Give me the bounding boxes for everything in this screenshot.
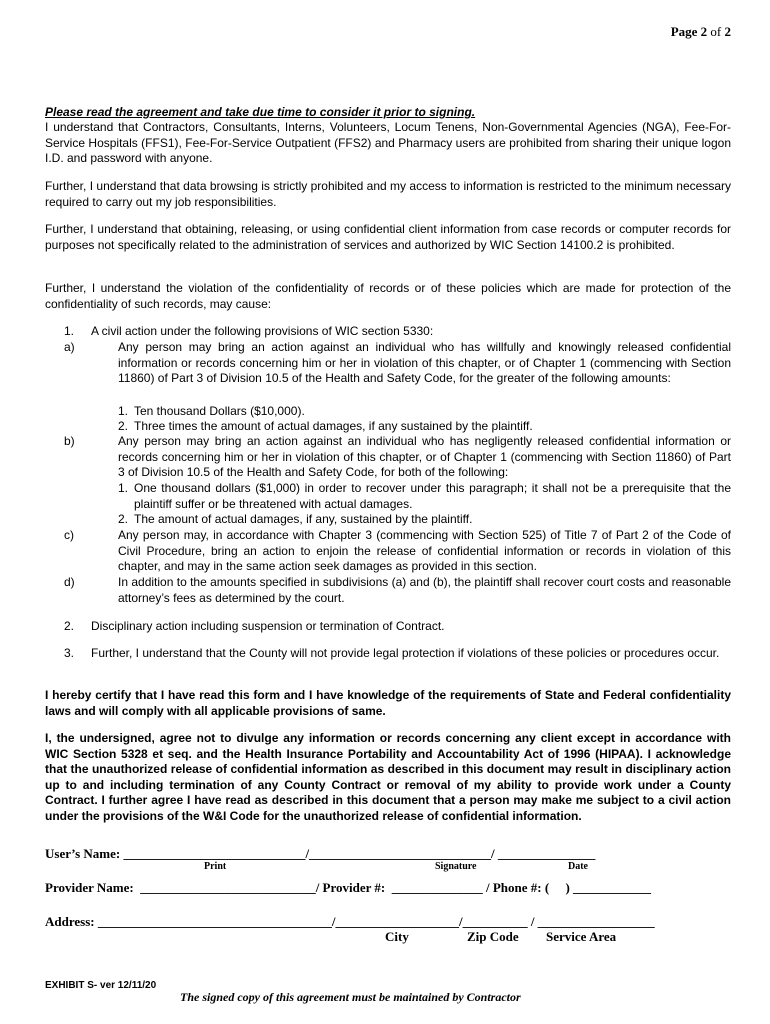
page-current: 2 bbox=[700, 24, 708, 39]
sub-item-text: Any person may bring an action against an individual who has negligently released confidential information or records concerning him or her in violation of this chapter, or of Chapter 1 (commencing with Section 11860) of Part 3 of Division 10.5 of the Health and Safety Code, for both of the following: bbox=[118, 434, 731, 479]
sub-sub-label: 1. bbox=[118, 481, 129, 495]
page-of: of bbox=[710, 24, 722, 39]
date-label: Date bbox=[568, 861, 588, 872]
list-item-number: 2. bbox=[64, 619, 75, 633]
page-prefix: Page bbox=[670, 24, 698, 39]
sub-item-text: Any person may, in accordance with Chapter 3 (commencing with Section 525) of Title 7 of Part 2 of the Code of Civil Procedure, bring an action to enjoin the release of confidential information or records in violation of this chapter, and may in the same action seek damages as provided in this section. bbox=[118, 528, 731, 573]
paragraph-records: Further, I understand that obtaining, releasing, or using confidential client information from case records or computer records for purposes not specifically related to the administration of services and authorized by WIC Section 14100.2 is prohibited. bbox=[45, 222, 731, 252]
certify-paragraph: I hereby certify that I have read this form and I have knowledge of the requirements of State and Federal confidentiality laws and will comply with all applicable provisions of same. bbox=[45, 688, 731, 718]
sub-item-label: d) bbox=[64, 575, 75, 589]
city-label: City bbox=[385, 929, 409, 944]
sub-sub-label: 2. bbox=[118, 419, 129, 433]
sub-sub-text: Ten thousand Dollars ($10,000). bbox=[134, 404, 305, 418]
sub-sub-text: One thousand dollars ($1,000) in order to recover under this paragraph; it shall not be a prerequisite that the plaintiff suffer or be threatened with actual damages. bbox=[134, 481, 731, 511]
provider-line[interactable]: Provider Name: ___________________________/ Provider #: ______________ / Phone #: ( ) ____________ bbox=[45, 880, 652, 895]
page-number bbox=[671, 24, 731, 40]
footer-note: The signed copy of this agreement must be maintained by Contractor bbox=[180, 990, 521, 1004]
list-item-text: Further, I understand that the County will not provide legal protection if violations of these policies or procedures occur. bbox=[91, 646, 720, 660]
sub-sub-label: 2. bbox=[118, 512, 129, 526]
agreement-paragraph: I, the undersigned, agree not to divulge any information or records concerning any client except in accordance with WIC Section 5328 et seq. and the Health Insurance Portability and Accountability Act of 1996 (HIPAA). I acknowledge that the unauthorized release of confidential information as described in this document may result in disciplinary action up to and including termination of any County Contract or removal of my ability to provide work under a County Contract. I further agree I have read as described in this document that a person may make me subject to a civil action under the provisions of the W&I Code for the unauthorized release of confidential information. bbox=[45, 731, 731, 823]
sub-sub-text: The amount of actual damages, if any, sustained by the plaintiff. bbox=[134, 512, 473, 526]
agreement-heading: Please read the agreement and take due time to consider it prior to signing. bbox=[45, 105, 476, 119]
signature-label: Signature bbox=[435, 861, 477, 872]
print-label: Print bbox=[204, 861, 227, 872]
list-item-text: A civil action under the following provisions of WIC section 5330: bbox=[91, 324, 434, 338]
service-area-label: Service Area bbox=[546, 929, 617, 944]
sub-item-label: a) bbox=[64, 340, 75, 354]
list-item-text: Disciplinary action including suspension or termination of Contract. bbox=[91, 619, 445, 633]
users-name-line[interactable]: User’s Name: ____________________________/____________________________/ _______________ bbox=[45, 846, 596, 861]
list-item-number: 1. bbox=[64, 324, 75, 338]
address-line[interactable]: Address: ____________________________________/___________________/__________ / __________________ bbox=[45, 914, 655, 929]
sub-item-label: c) bbox=[64, 528, 74, 542]
sub-item-label: b) bbox=[64, 434, 75, 448]
sub-sub-label: 1. bbox=[118, 404, 129, 418]
paragraph-browsing: Further, I understand that data browsing is strictly prohibited and my access to information is restricted to the minimum necessary required to carry out my job responsibilities. bbox=[45, 179, 731, 209]
exhibit-version: EXHIBIT S- ver 12/11/20 bbox=[45, 980, 157, 991]
paragraph-violation: Further, I understand the violation of the confidentiality of records or of these policies which are made for protection of the confidentiality of such records, may cause: bbox=[45, 281, 731, 311]
sub-item-text: Any person may bring an action against an individual who has willfully and knowingly released confidential information or records concerning him or her in violation of this chapter, or of Chapter 1 (commencing with Section 11860) of Part 3 of Division 10.5 of the Health and Safety Code, for the greater of the following amounts: bbox=[118, 340, 731, 385]
list-item-number: 3. bbox=[64, 646, 75, 660]
page-total: 2 bbox=[724, 24, 731, 39]
paragraph-logon: I understand that Contractors, Consultants, Interns, Volunteers, Locum Tenens, Non-Governmental Agencies (NGA), Fee-For-Service Hospitals (FFS1), Fee-For-Service Outpatient (FFS2) and Pharmacy users are prohibited from sharing their unique logon I.D. and password with anyone. bbox=[45, 120, 731, 165]
sub-sub-text: Three times the amount of actual damages, if any sustained by the plaintiff. bbox=[134, 419, 533, 433]
zip-label: Zip Code bbox=[467, 929, 519, 944]
sub-item-text: In addition to the amounts specified in subdivisions (a) and (b), the plaintiff shall recover court costs and reasonable attorney’s fees as determined by the court. bbox=[118, 575, 731, 605]
